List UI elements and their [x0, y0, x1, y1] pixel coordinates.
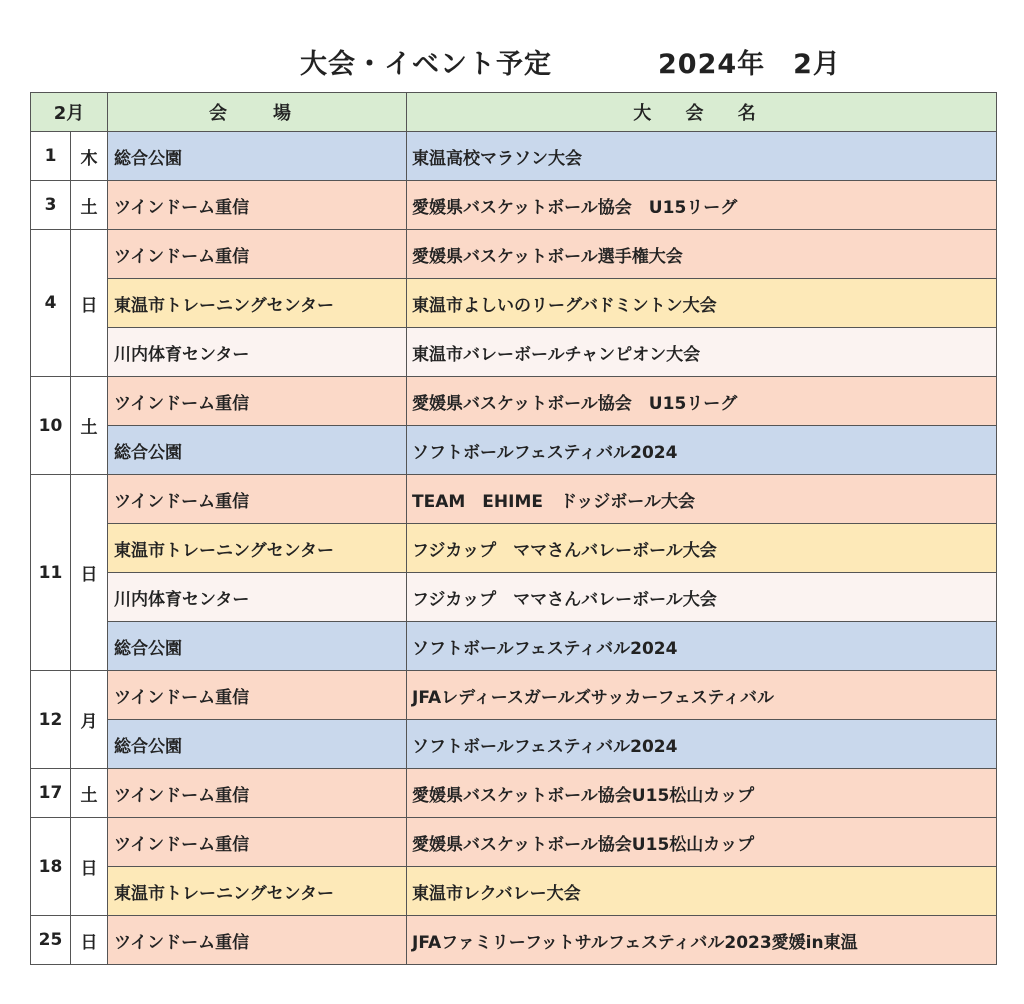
weekday: 月	[71, 671, 108, 769]
venue-cell: 総合公園	[108, 426, 407, 475]
event-cell: 東温市バレーボールチャンピオン大会	[407, 328, 997, 377]
event-cell: ソフトボールフェスティバル2024	[407, 720, 997, 769]
venue-cell: ツインドーム重信	[108, 230, 407, 279]
venue-cell: 東温市トレーニングセンター	[108, 524, 407, 573]
weekday: 土	[71, 377, 108, 475]
venue-cell: 総合公園	[108, 132, 407, 181]
weekday: 日	[71, 230, 108, 377]
venue-cell: ツインドーム重信	[108, 769, 407, 818]
table-row	[31, 622, 997, 671]
header-venue: 会 場	[108, 93, 407, 132]
weekday: 日	[71, 475, 108, 671]
event-cell: 東温高校マラソン大会	[407, 132, 997, 181]
venue-cell: ツインドーム重信	[108, 671, 407, 720]
venue-cell: 総合公園	[108, 622, 407, 671]
venue-cell: ツインドーム重信	[108, 181, 407, 230]
venue-cell: ツインドーム重信	[108, 916, 407, 965]
table-row	[31, 426, 997, 475]
day-number: 25	[31, 916, 71, 965]
page-title: 大会・イベント予定	[300, 49, 552, 80]
table-row	[31, 573, 997, 622]
event-cell: 東温市よしいのリーグバドミントン大会	[407, 279, 997, 328]
day-number: 1	[31, 132, 71, 181]
period-label: 2024年 2月	[658, 49, 841, 80]
page-header	[0, 42, 1024, 82]
table-row	[31, 818, 997, 867]
table-row	[31, 328, 997, 377]
event-cell: JFAファミリーフットサルフェスティバル2023愛媛in東温	[407, 916, 997, 965]
table-row	[31, 671, 997, 720]
event-cell: フジカップ ママさんバレーボール大会	[407, 524, 997, 573]
event-cell: 愛媛県バスケットボール協会U15松山カップ	[407, 818, 997, 867]
table-row	[31, 279, 997, 328]
table-row	[31, 181, 997, 230]
event-cell: 愛媛県バスケットボール選手権大会	[407, 230, 997, 279]
table-row	[31, 475, 997, 524]
day-number: 12	[31, 671, 71, 769]
day-number: 3	[31, 181, 71, 230]
event-cell: 愛媛県バスケットボール協会U15松山カップ	[407, 769, 997, 818]
day-number: 11	[31, 475, 71, 671]
weekday: 木	[71, 132, 108, 181]
table-row	[31, 769, 997, 818]
table-header-row	[31, 93, 997, 132]
event-cell: 東温市レクバレー大会	[407, 867, 997, 916]
table-row	[31, 132, 997, 181]
day-number: 10	[31, 377, 71, 475]
venue-cell: ツインドーム重信	[108, 377, 407, 426]
event-cell: ソフトボールフェスティバル2024	[407, 622, 997, 671]
venue-cell: 東温市トレーニングセンター	[108, 867, 407, 916]
header-event: 大 会 名	[407, 93, 997, 132]
table-row	[31, 720, 997, 769]
day-number: 18	[31, 818, 71, 916]
event-cell: 愛媛県バスケットボール協会 U15リーグ	[407, 181, 997, 230]
event-cell: TEAM EHIME ドッジボール大会	[407, 475, 997, 524]
event-cell: ソフトボールフェスティバル2024	[407, 426, 997, 475]
venue-cell: 川内体育センター	[108, 573, 407, 622]
table-row	[31, 524, 997, 573]
venue-cell: 総合公園	[108, 720, 407, 769]
event-cell: 愛媛県バスケットボール協会 U15リーグ	[407, 377, 997, 426]
day-number: 17	[31, 769, 71, 818]
venue-cell: ツインドーム重信	[108, 818, 407, 867]
header-month: 2月	[31, 93, 108, 132]
schedule-table	[30, 92, 997, 965]
table-row	[31, 230, 997, 279]
event-cell: フジカップ ママさんバレーボール大会	[407, 573, 997, 622]
day-number: 4	[31, 230, 71, 377]
table-row	[31, 377, 997, 426]
weekday: 土	[71, 769, 108, 818]
venue-cell: 川内体育センター	[108, 328, 407, 377]
table-row	[31, 867, 997, 916]
weekday: 日	[71, 916, 108, 965]
event-cell: JFAレディースガールズサッカーフェスティバル	[407, 671, 997, 720]
weekday: 日	[71, 818, 108, 916]
venue-cell: 東温市トレーニングセンター	[108, 279, 407, 328]
table-row	[31, 916, 997, 965]
weekday: 土	[71, 181, 108, 230]
venue-cell: ツインドーム重信	[108, 475, 407, 524]
